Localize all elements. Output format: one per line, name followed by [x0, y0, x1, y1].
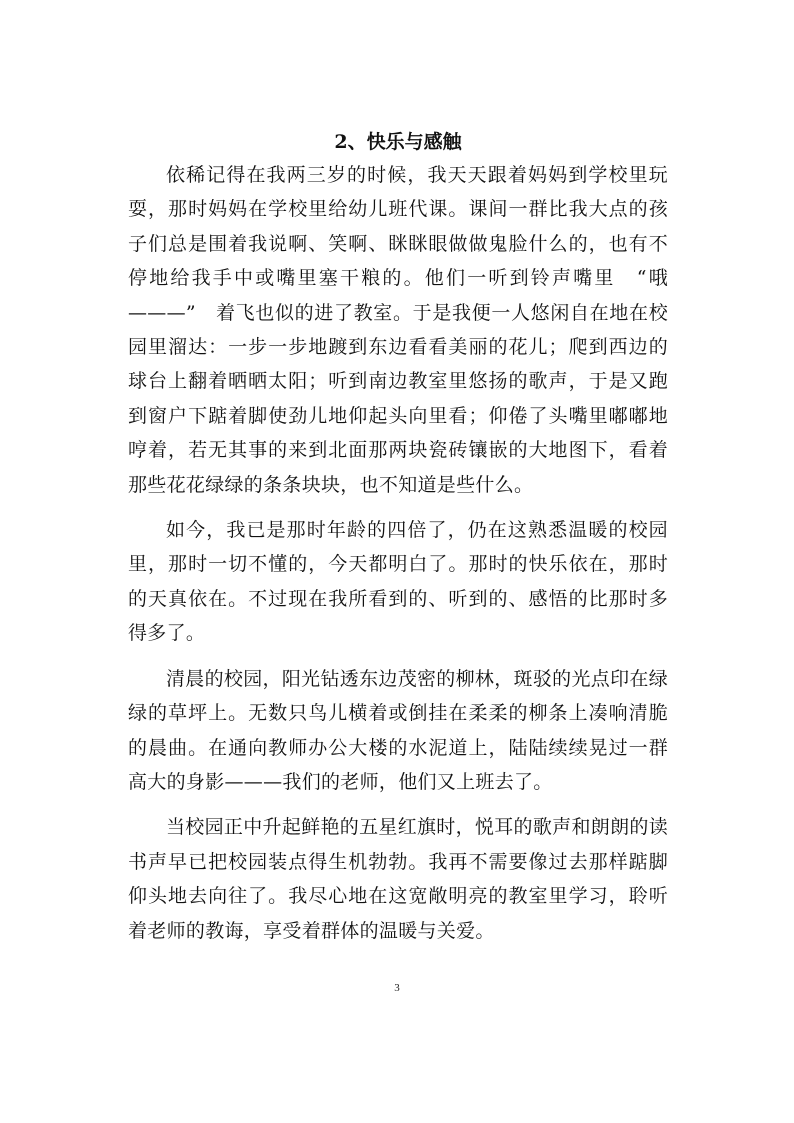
paragraph-gap [128, 502, 668, 513]
paragraph-4: 当校园正中升起鲜艳的五星红旗时，悦耳的歌声和朗朗的读书声早已把校园装点得生机勃勃。我再不需要像过去那样踮脚仰头地去向往了。我尽心地在这宽敞明亮的教室里学习，聆听着老师的教诲，享受着群体的温暖与关爱。 [128, 816, 668, 942]
document-page [128, 126, 668, 948]
document-title: 2、快乐与感触 [334, 131, 462, 153]
paragraph-2: 如今，我已是那时年龄的四倍了，仍在这熟悉温暖的校园里，那时一切不懂的，今天都明白了。那时的快乐依在，那时的天真依在。不过现在我所看到的、听到的、感悟的比那时多得多了。 [128, 519, 668, 645]
paragraph-gap [128, 651, 668, 662]
page-number: 3 [394, 982, 400, 994]
paragraph-1: 依稀记得在我两三岁的时候，我天天跟着妈妈到学校里玩耍，那时妈妈在学校里给幼儿班代课。课间一群比我大点的孩子们总是围着我说啊、笑啊、眯眯眼做做鬼脸什么的，也有不停地给我手中或嘴里塞干粮的。他们一听到铃声嘴里 “哦———” 着飞也似的进了教室。于是我便一人悠闲自在地在校园里溜达：一步一步地踱到东边看看美丽的花儿；爬到西边的球台上翻着晒晒太阳；听到南边教室里悠扬的歌声，于是又跑到窗户下踮着脚使劲儿地仰起头向里看；仰倦了头嘴里嘟嘟地哼着，若无其事的来到北面那两块瓷砖镶嵌的大地图下，看着那些花花绿绿的条条块块，也不知道是些什么。 [128, 164, 668, 496]
paragraph-3: 清晨的校园，阳光钻透东边茂密的柳林，斑驳的光点印在绿绿的草坪上。无数只鸟儿横着或倒挂在柔柔的柳条上凑响清脆的晨曲。在通向教师办公大楼的水泥道上，陆陆续续晃过一群高大的身影———我们的老师，他们又上班去了。 [128, 667, 668, 793]
paragraph-gap [128, 799, 668, 810]
